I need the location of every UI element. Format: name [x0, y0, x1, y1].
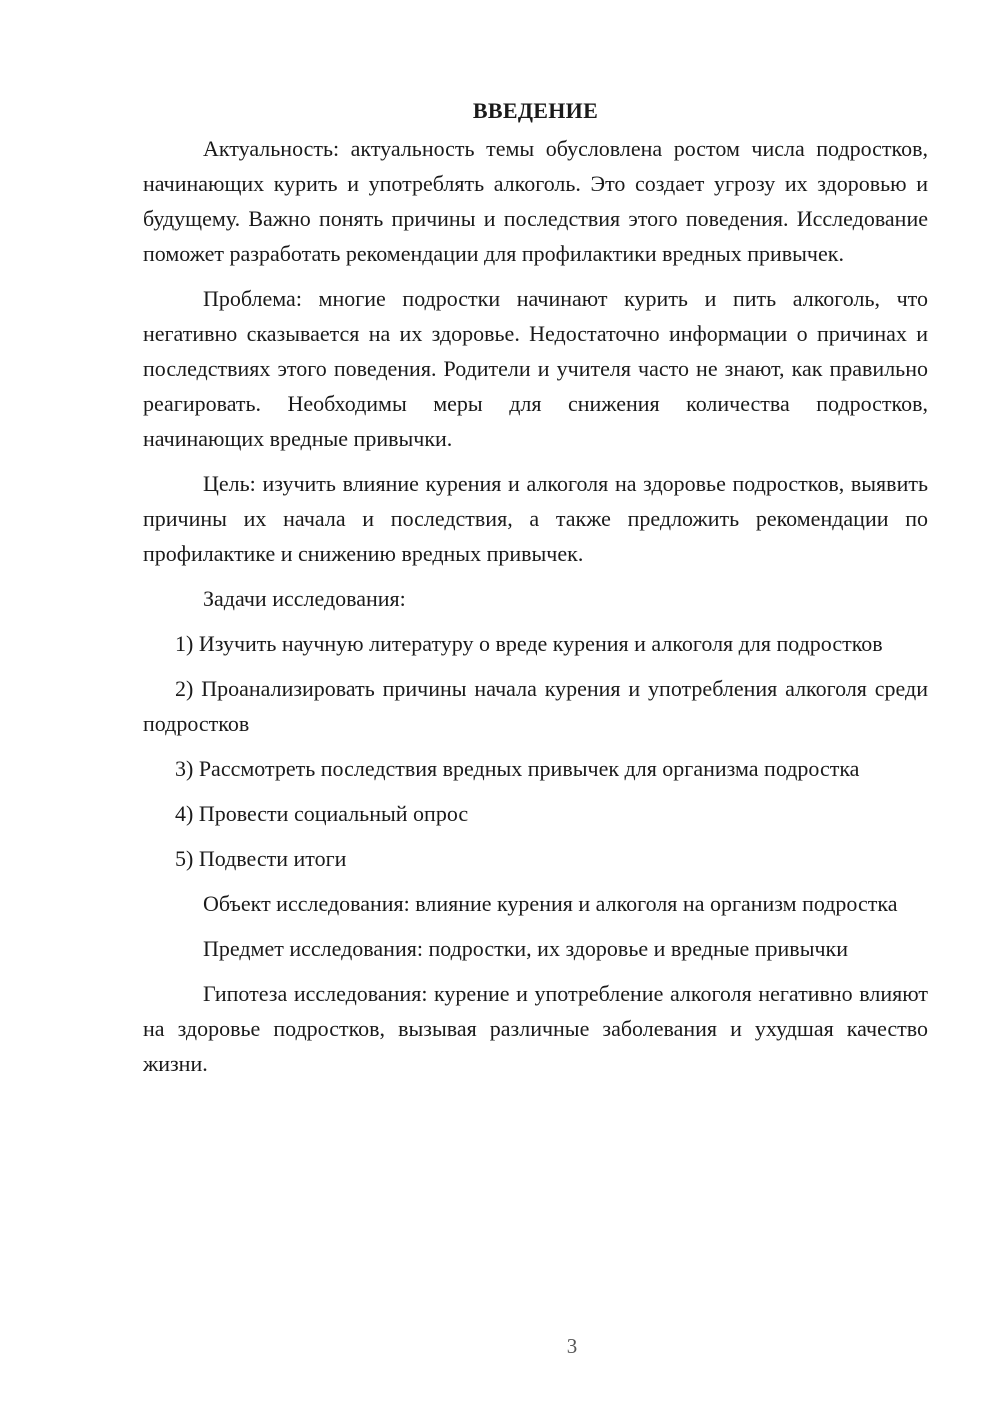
- paragraph-object: Объект исследования: влияние курения и алкоголя на организм подростка: [203, 891, 898, 916]
- paragraph-hypothesis: Гипотеза исследования: курение и употребление алкоголя негативно влияют на здоровье подростков, вызывая различные заболевания и ухудшая качество жизни.: [143, 981, 928, 1076]
- task-item-3: 3) Рассмотреть последствия вредных привычек для организма подростка: [175, 756, 860, 781]
- paragraph-goal: Цель: изучить влияние курения и алкоголя на здоровье подростков, выявить причины их начала и последствия, а также предложить рекомендации по профилактике и снижению вредных привычек.: [143, 471, 928, 566]
- task-item-2: 2) Проанализировать причины начала курения и употребления алкоголя среди подростков: [143, 676, 928, 736]
- paragraph-subject: Предмет исследования: подростки, их здоровье и вредные привычки: [203, 936, 849, 961]
- section-heading: ВВЕДЕНИЕ: [472, 98, 599, 123]
- paragraph-relevance: Актуальность: актуальность темы обусловлена ростом числа подростков, начинающих курить и употреблять алкоголь. Это создает угрозу их здоровью и будущему. Важно понять причины и последствия этого поведения. Исследование поможет разработать рекомендации для профилактики вредных привычек.: [143, 136, 928, 266]
- task-item-5: 5) Подвести итоги: [175, 846, 347, 871]
- document-page: [143, 96, 928, 1091]
- page-number: 3: [566, 1334, 578, 1358]
- task-item-1: 1) Изучить научную литературу о вреде курения и алкоголя для подростков: [175, 631, 883, 656]
- paragraph-problem: Проблема: многие подростки начинают курить и пить алкоголь, что негативно сказывается на их здоровье. Недостаточно информации о причинах и последствиях этого поведения. Родители и учителя часто не знают, как правильно реагировать. Необходимы меры для снижения количества подростков, начинающих вредные привычки.: [143, 286, 928, 451]
- task-item-4: 4) Провести социальный опрос: [175, 801, 469, 826]
- paragraph-tasks-intro: Задачи исследования:: [203, 586, 406, 611]
